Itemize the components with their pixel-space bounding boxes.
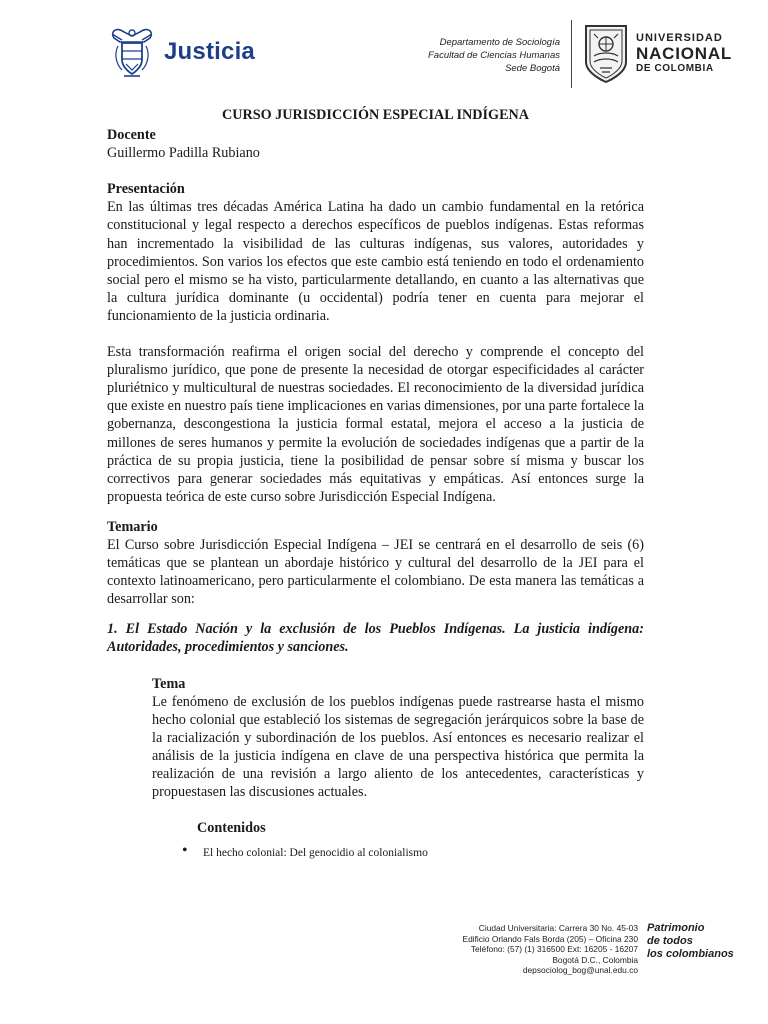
tema-heading: Tema bbox=[152, 675, 186, 692]
footer-city: Bogotá D.C., Colombia bbox=[552, 954, 638, 965]
presentacion-paragraph-1: En las últimas tres décadas América Latina ha dado un cambio fundamental en la retórica constitucional y legal respecto a derechos específicos de pueblos indígenas. Estas reformas han incrementado la visibilidad de las culturas indígenas, sus valores, autoridades y procedimientos. Son varios los efectos que este cambio está teniendo en todo el ordenamiento social pero el mismo se ha visto, particularmente detallando, en cuanto a las alternativas que la cultura jurídica dominante (u occidental) podría tener en cuenta para mejorar el funcionamiento de la justicia ordinaria. bbox=[107, 199, 644, 324]
docente-name: Guillermo Padilla Rubiano bbox=[107, 145, 260, 162]
slogan-line-1: Patrimonio bbox=[647, 922, 705, 934]
university-line-2: NACIONAL bbox=[636, 44, 733, 63]
footer-slogan bbox=[647, 922, 734, 961]
footer-email: depsociolog_bog@unal.edu.co bbox=[522, 965, 638, 976]
docente-heading: Docente bbox=[107, 127, 156, 144]
department-info bbox=[428, 36, 560, 75]
contenidos-heading: Contenidos bbox=[197, 820, 266, 837]
department-line: Departamento de Sociología bbox=[439, 37, 560, 48]
footer-phone: Teléfono: (57) (1) 316500 Ext: 16205 - 16207 bbox=[470, 944, 638, 955]
temario-heading: Temario bbox=[107, 518, 158, 535]
campus-line: Sede Bogotá bbox=[505, 63, 560, 74]
tema-block bbox=[152, 675, 644, 802]
university-seal-icon bbox=[582, 22, 630, 86]
list-item-text: El hecho colonial: Del genocidio al colonialismo bbox=[203, 847, 428, 860]
footer-address: Ciudad Universitaria: Carrera 30 No. 45-03 bbox=[478, 923, 638, 933]
footer-contact bbox=[463, 923, 639, 976]
tema-paragraph: Le fenómeno de exclusión de los pueblos indígenas puede rastrearse hasta el mismo hecho colonial que estableció los sistemas de segregación jerárquicos sobre la base de la racialización y subordinación de los pueblos. Así entonces es necesario realizar el análisis de la justicia indígena en clave de una perspectiva histórica que permita la realización de una revisión a largo aliento de los antecedentes, características y propuestasen las discusiones actuales. bbox=[152, 693, 644, 801]
document-body bbox=[107, 106, 644, 861]
footer-building: Edificio Orlando Fals Borda (205) – Oficina 230 bbox=[462, 933, 638, 944]
presentacion-heading: Presentación bbox=[107, 181, 185, 198]
coat-of-arms-icon bbox=[108, 24, 156, 80]
contenidos-list bbox=[182, 842, 644, 861]
university-line-1: UNIVERSIDAD bbox=[636, 32, 723, 44]
university-name bbox=[636, 32, 732, 74]
list-item bbox=[182, 842, 644, 861]
document-title: CURSO JURISDICCIÓN ESPECIAL INDÍGENA bbox=[221, 107, 530, 123]
section-1-heading: 1. El Estado Nación y la exclusión de los Pueblos Indígenas. La justicia indígena: Autoridades, procedimientos y sanciones. bbox=[107, 621, 644, 656]
faculty-line: Facultad de Ciencias Humanas bbox=[427, 50, 560, 61]
temario-paragraph: El Curso sobre Jurisdicción Especial Indígena – JEI se centrará en el desarrollo de seis (6) temáticas que se plantean un abordaje histórico y cultural del desarrollo de la JEI para el contexto latinoamericano, pero particularmente el colombiano. De esta manera las temáticas a desarrollar son: bbox=[107, 536, 644, 608]
presentacion-paragraph-2: Esta transformación reafirma el origen social del derecho y comprende el concepto del pluralismo jurídico, que pone de presente la necesidad de otorgar especificidades al carácter pluriétnico y multicultural de nuestras sociedades. El reconocimiento de la diversidad jurídica que existe en nuestro país tiene implicaciones en varias dimensiones, por una parte fortalece la gobernanza, descongestiona la justicia formal estatal, mejora el acceso a la justicia de millones de seres humanos y permite la evolución de sociedades indígenas que a partir de la práctica de su propia justicia, tiene la posibilidad de pensar sobre sí misma y buscar los correctivos para generar sociedades más equitativas y empáticas. Así entonces surge la propuesta teórica de este curso sobre Jurisdicción Especial Indígena. bbox=[107, 344, 644, 505]
slogan-line-2: de todos bbox=[647, 935, 693, 947]
justicia-logo bbox=[108, 22, 255, 82]
university-line-3: DE COLOMBIA bbox=[636, 63, 714, 74]
bullet-icon: • bbox=[182, 842, 188, 860]
header-divider bbox=[571, 20, 572, 88]
slogan-line-3: los colombianos bbox=[647, 948, 734, 960]
brand-name: Justicia bbox=[164, 38, 255, 65]
